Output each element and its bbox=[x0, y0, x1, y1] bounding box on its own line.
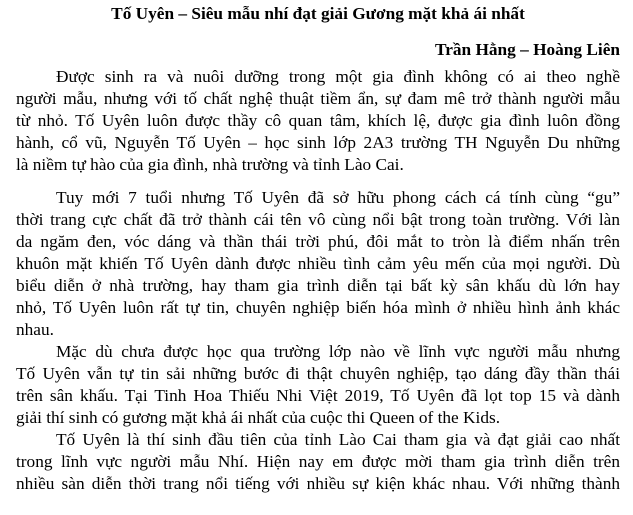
article-title: Tố Uyên – Siêu mẫu nhí đạt giải Gương mặt khả ái nhất bbox=[111, 4, 525, 23]
paragraph-3-line-2: Tố Uyên vẫn tự tin sải những bước đi thật chuyên nghiệp, tạo dáng đầy thần thái bbox=[16, 364, 620, 383]
paragraph-2-line-6: nhỏ, Tố Uyên luôn rất tự tin, chuyên nghiệp biến hóa mình ở nhiều hình ảnh khác bbox=[16, 298, 620, 317]
paragraph-1-line-4: hành, cổ vũ, Nguyễn Tố Uyên – học sinh lớp 2A3 trường TH Nguyễn Du những bbox=[16, 133, 620, 152]
paragraph-4-line-1: Tố Uyên là thí sinh đầu tiên của tỉnh Lào Cai tham gia và đạt giải cao nhất bbox=[56, 430, 620, 449]
paragraph-3-line-1: Mặc dù chưa được học qua trường lớp nào về lĩnh vực người mẫu nhưng bbox=[56, 342, 620, 361]
paragraph-1-line-3: từ nhỏ. Tố Uyên luôn được thầy cô quan tâm, khích lệ, được gia đình luôn đồng bbox=[16, 111, 620, 130]
paragraph-1-line-5: là niềm tự hào của gia đình, nhà trường và tỉnh Lào Cai. bbox=[16, 155, 404, 174]
paragraph-2-line-1: Tuy mới 7 tuổi nhưng Tố Uyên đã sở hữu phong cách cá tính cùng “gu” bbox=[56, 188, 620, 207]
paragraph-2-line-2: thời trang cực chất đã trở thành cái tên vô cùng nổi bật trong toàn trường. Với làn bbox=[16, 210, 620, 229]
paragraph-1-line-2: người mẫu, nhưng với tố chất nghệ thuật tiềm ẩn, sự đam mê trở thành người mẫu bbox=[16, 89, 620, 108]
paragraph-4-line-2: trong lĩnh vực người mẫu Nhí. Hiện nay em được mời tham gia trình diễn trên bbox=[16, 452, 620, 471]
paragraph-1-line-1: Được sinh ra và nuôi dưỡng trong một gia đình không có ai theo nghề bbox=[56, 67, 620, 86]
paragraph-2-line-7: nhau. bbox=[16, 320, 54, 339]
paragraph-4-line-3: nhiều sàn diễn thời trang nổi tiếng với nhiều sự kiện khác nhau. Với những thành bbox=[16, 474, 620, 493]
paragraph-2-line-3: da ngăm đen, vóc dáng và thần thái trời phú, đôi mắt to tròn là điểm nhấn trên bbox=[16, 232, 620, 251]
paragraph-3-line-4: giải thí sinh có gương mặt khả ái nhất của cuộc thi Queen of the Kids. bbox=[16, 408, 501, 427]
paragraph-3-line-3: trên sân khấu. Tại Tinh Hoa Thiếu Nhi Việt 2019, Tố Uyên đã lọt top 15 và dành bbox=[16, 386, 620, 405]
paragraph-2-line-4: khuôn mặt khiến Tố Uyên dành được nhiều tình cảm yêu mến của mọi người. Dù bbox=[16, 254, 620, 273]
article-authors: Trần Hằng – Hoàng Liên bbox=[434, 40, 620, 59]
paragraph-2-line-5: biểu diễn ở nhà trường, hay tham gia trình diễn tại bất kỳ sân khấu dù lớn hay bbox=[16, 276, 620, 295]
